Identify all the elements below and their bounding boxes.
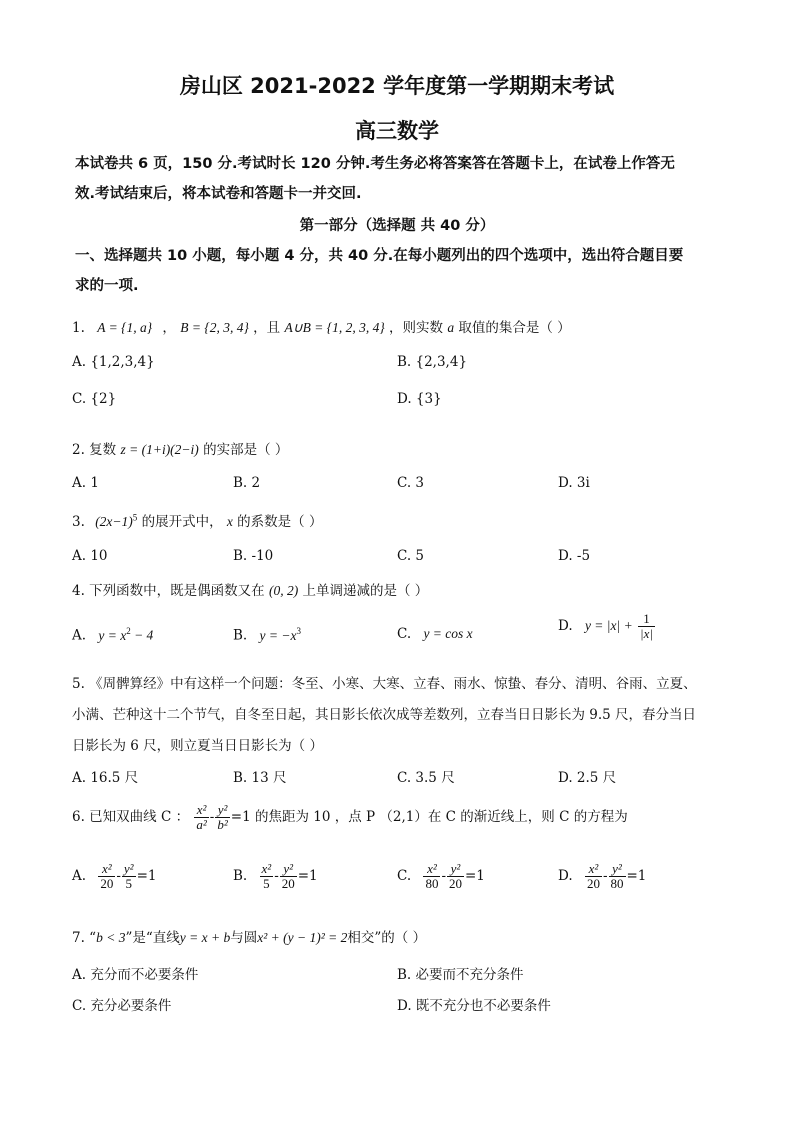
- question-7-option-b[interactable]: B. 必要而不充分条件: [397, 967, 524, 983]
- question-6-stem: 6. 已知双曲线 C ： $\frac{\text{x²}}{\text{a²}}$ - $\frac{\text{y²}}{\text{b²}}$ =1 的焦距为 10 ，点 P （2,1）在 C 的渐近线上，则 C 的方程为: [72, 802, 628, 832]
- question-2-option-c[interactable]: C. 3: [397, 475, 425, 491]
- instructions-line-2: 效.考试结束后，将本试卷和答题卡一并交回.: [75, 186, 362, 202]
- q6-frac-x: $\frac{\text{x²}}{\text{a²}}$: [196, 802, 207, 832]
- question-1-option-d[interactable]: D. {3}: [397, 391, 442, 407]
- part1-heading: 第一部分（选择题 共 40 分）: [299, 218, 495, 234]
- question-2-option-a[interactable]: A. 1: [72, 475, 99, 491]
- question-6-option-c[interactable]: C. $\frac{\text{x²}}{80}$ - $\frac{\text{y²}}{20}$ =1: [397, 861, 485, 891]
- question-4-option-b[interactable]: B. $y = -x^3$: [233, 626, 301, 644]
- question-7-option-d[interactable]: D. 既不充分也不必要条件: [397, 998, 551, 1014]
- question-3-stem: 3. $(2x-1)^5$ 的展开式中， x 的系数是（ ）: [72, 512, 323, 530]
- q6-frac-y: $\frac{\text{y²}}{\text{b²}}$: [217, 802, 228, 832]
- part1-intro-line-2: 求的一项.: [75, 278, 139, 294]
- exam-subtitle: 高三数学: [355, 119, 439, 143]
- instructions-line-1: 本试卷共 6 页，150 分.考试时长 120 分钟.考生务必将答案答在答题卡上，在试卷上作答无: [75, 156, 675, 172]
- question-4-option-c[interactable]: C. y = cos x: [397, 626, 473, 642]
- question-2-option-d[interactable]: D. 3i: [558, 475, 590, 491]
- question-5-line-1: 5. 《周髀算经》中有这样一个问题：冬至、小寒、大寒、立春、雨水、惊蛰、春分、清明、谷雨、立夏、: [72, 676, 697, 692]
- question-6-option-a[interactable]: A. $\frac{\text{x²}}{20}$ - $\frac{\text{y²}}{5}$ =1: [72, 861, 157, 891]
- question-3-option-d[interactable]: D. -5: [558, 548, 591, 564]
- exam-title: 房山区 2021-2022 学年度第一学期期末考试: [179, 74, 615, 98]
- question-7-option-c[interactable]: C. 充分必要条件: [72, 998, 172, 1014]
- question-2-option-b[interactable]: B. 2: [233, 475, 261, 491]
- question-5-option-d[interactable]: D. 2.5 尺: [558, 770, 617, 786]
- question-5-option-a[interactable]: A. 16.5 尺: [72, 770, 139, 786]
- question-7-option-a[interactable]: A. 充分而不必要条件: [72, 967, 199, 983]
- question-6-option-d[interactable]: D. $\frac{\text{x²}}{20}$ - $\frac{\text{y²}}{80}$ =1: [558, 861, 647, 891]
- question-5-line-2: 小满、芒种这十二个节气，自冬至日起，其日影长依次成等差数列，立春当日日影长为 9.5 尺，春分当日: [72, 707, 697, 723]
- question-5-option-b[interactable]: B. 13 尺: [233, 770, 287, 786]
- question-7-stem: 7. “b < 3”是“直线y = x + b与圆x² + (y − 1)² = 2相交”的（ ）: [72, 930, 427, 946]
- question-2-stem: 2. 复数 z = (1+i)(2−i) 的实部是（ ）: [72, 442, 289, 458]
- question-3-option-b[interactable]: B. -10: [233, 548, 274, 564]
- question-1-stem: 1. A = {1, a} ， B = {2, 3, 4} ，且 A∪B = {1, 2, 3, 4} ，则实数 a 取值的集合是（ ）: [72, 320, 571, 336]
- question-1-option-c[interactable]: C. {2}: [72, 391, 117, 407]
- question-6-option-b[interactable]: B. $\frac{\text{x²}}{5}$ - $\frac{\text{y²}}{20}$ =1: [233, 861, 318, 891]
- question-4-stem: 4. 下列函数中，既是偶函数又在 (0, 2) 上单调递减的是（ ）: [72, 583, 429, 599]
- question-4-option-a[interactable]: A. $y = x^2 - 4$: [72, 626, 154, 644]
- question-1-option-a[interactable]: A. {1,2,3,4}: [72, 354, 155, 370]
- part1-intro-line-1: 一、选择题共 10 小题，每小题 4 分，共 40 分.在每小题列出的四个选项中，选出符合题目要: [75, 248, 684, 264]
- question-5-option-c[interactable]: C. 3.5 尺: [397, 770, 455, 786]
- question-1-option-b[interactable]: B. {2,3,4}: [397, 354, 468, 370]
- question-3-option-c[interactable]: C. 5: [397, 548, 425, 564]
- question-4-option-d[interactable]: D. y = |x| + $\frac{1}{|x|}$: [558, 611, 653, 641]
- q4-d-fraction: $\frac{1}{|x|}$: [640, 611, 653, 641]
- question-5-line-3: 日影长为 6 尺，则立夏当日日影长为（ ）: [72, 738, 323, 754]
- question-3-option-a[interactable]: A. 10: [72, 548, 108, 564]
